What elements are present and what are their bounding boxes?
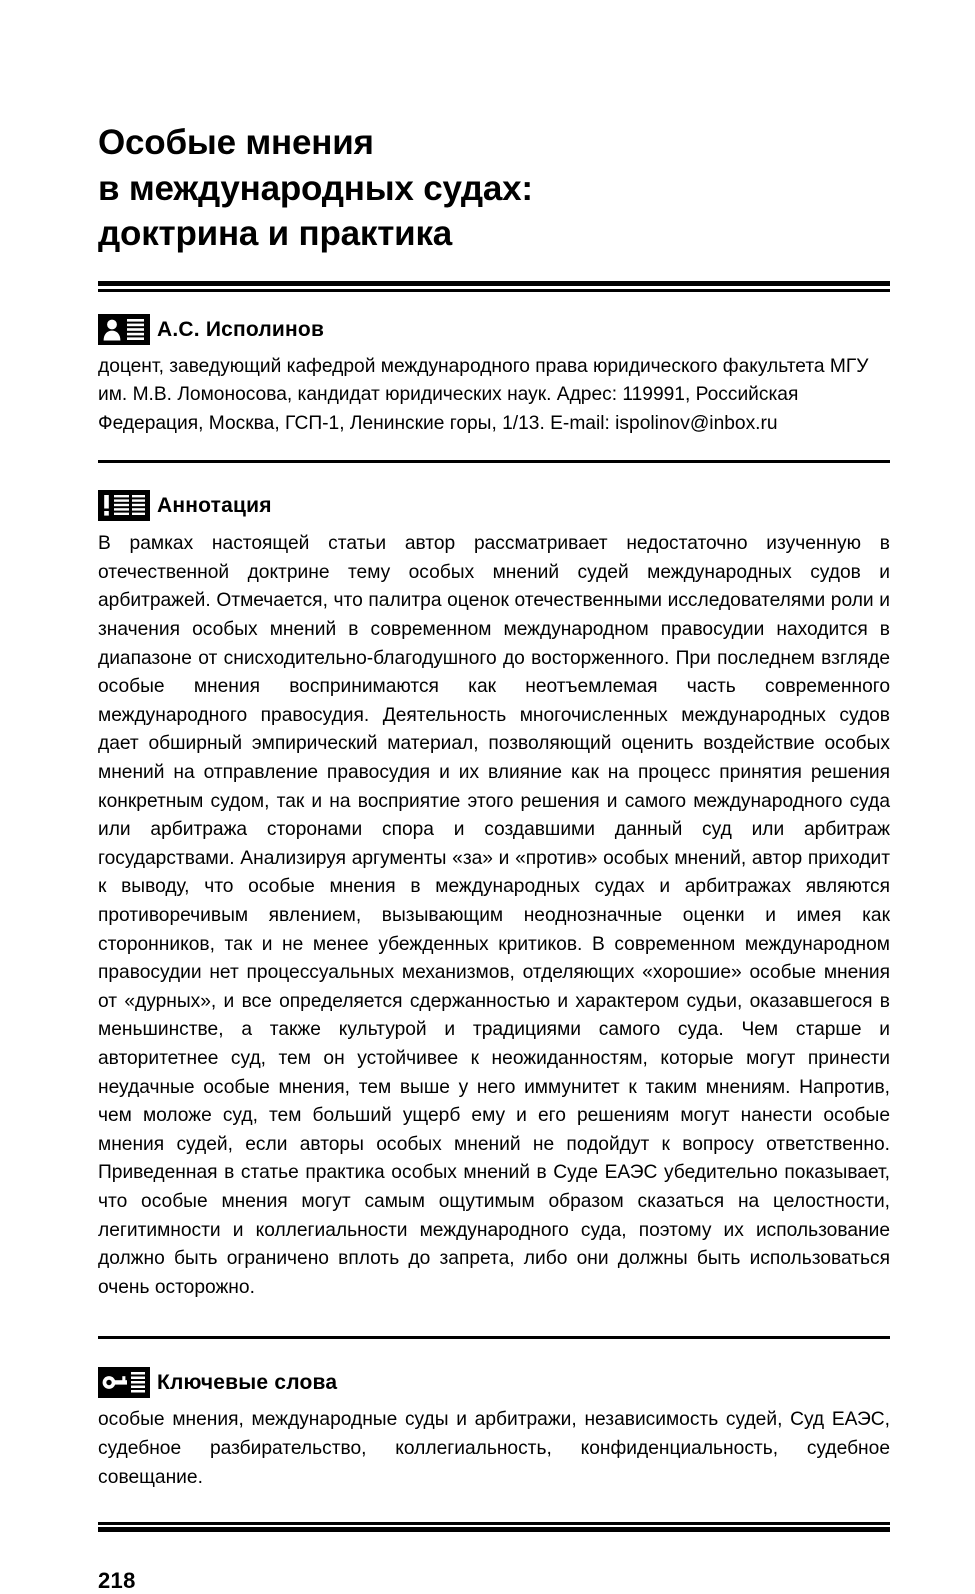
key-card-icon [98, 1367, 150, 1398]
title-line-2: в международных судах: [98, 168, 533, 208]
abstract-label: Аннотация [157, 494, 272, 518]
author-affiliation: доцент, заведующий кафедрой международного права юридического факультета МГУ им. М.В. Ломоносова, кандидат юридических наук. Адрес: 119991, Российская Федерация, Москва, ГСП-1, Ленинские горы, 1/13. E-mail: ispolinov@inbox.ru [98, 355, 869, 434]
abstract-text: В рамках настоящей статьи автор рассматривает недостаточно изученную в отечественной доктрине тему особых мнений судей международных судов и арбитражей. Отмечается, что палитра оценок отечественными исследователями роли и значения особых мнений в современном международном правосудии находится в диапазоне от снисходительно-благодушного до восторженного. При последнем взгляде особые мнения воспринимаются как неотъемлемая часть современного международного правосудия. Деятельность многочисленных международных судов дает обширный эмпирический материал, позволяющий оценить воздействие особых мнений на отправление правосудия и их влияние как на процесс принятия решения конкретным судом, так и на восприятие этого решения и самого международного суда или арбитража сторонами спора и создавшими данный суд или арбитраж государствами. Анализируя аргументы «за» и «против» особых мнений, автор приходит к выводу, что особые мнения в международных судах и арбитражах являются противоречивым явлением, вызывающим неоднозначные оценки и имея как сторонников, так и не менее убежденных критиков. В современном международном правосудии нет процессуальных механизмов, отделяющих «хорошие» особые мнения от «дурных», и все определяется сдержанностью и характером судьи, оказавшегося в меньшинстве, а также культурой и традициями самого суда. Чем старше и авторитетнее суд, тем он устойчивее к неожиданностям, которые могут принести неудачные особые мнения, тем выше у него иммунитет к таким мнениям. Напротив, чем моложе суд, тем больший ущерб ему и его решениям могут нанести особые мнения судей, если авторы особых мнений не подойдут к вопросу ответственно. Приведенная в статье практика особых мнений в Суде ЕАЭС убедительно показывает, что особые мнения могут самым ощутимым образом сказаться на целостности, легитимности и коллегиальности международного суда, поэтому их использование должно быть ограничено вплоть до запрета, либо они должны быть использоваться очень осторожно. [98, 533, 890, 1298]
page-number: 218 [98, 1568, 136, 1594]
annotation-icon [98, 490, 150, 521]
spacer [98, 1492, 890, 1522]
abstract-block [98, 490, 890, 1302]
keywords-label: Ключевые слова [157, 1371, 338, 1395]
page-title [98, 0, 890, 257]
title-line-1: Особые мнения [98, 123, 374, 162]
keywords-block [98, 1367, 890, 1492]
contact-card-icon [98, 314, 150, 345]
divider-line-thin [98, 289, 890, 292]
author-block [98, 314, 890, 439]
divider-line-thin [98, 1522, 890, 1525]
divider-before-keywords [98, 1336, 890, 1339]
divider-line-thick [98, 281, 890, 286]
divider-before-abstract [98, 460, 890, 463]
keywords-heading [98, 1367, 890, 1398]
author-name: А.С. Исполинов [157, 317, 325, 341]
title-line-3: доктрина и практика [98, 214, 453, 253]
abstract-heading [98, 490, 890, 521]
spacer [98, 1302, 890, 1336]
keywords-text: особые мнения, международные суды и арбитражи, независимость судей, Суд ЕАЭС, судебное разбирательство, коллегиальность, конфиденциальность, судебное совещание. [98, 1409, 890, 1488]
divider-double-bottom [98, 1522, 890, 1532]
spacer [98, 438, 890, 460]
divider-line-thick [98, 1527, 890, 1532]
divider-double-top [98, 281, 890, 292]
author-heading [98, 314, 890, 345]
